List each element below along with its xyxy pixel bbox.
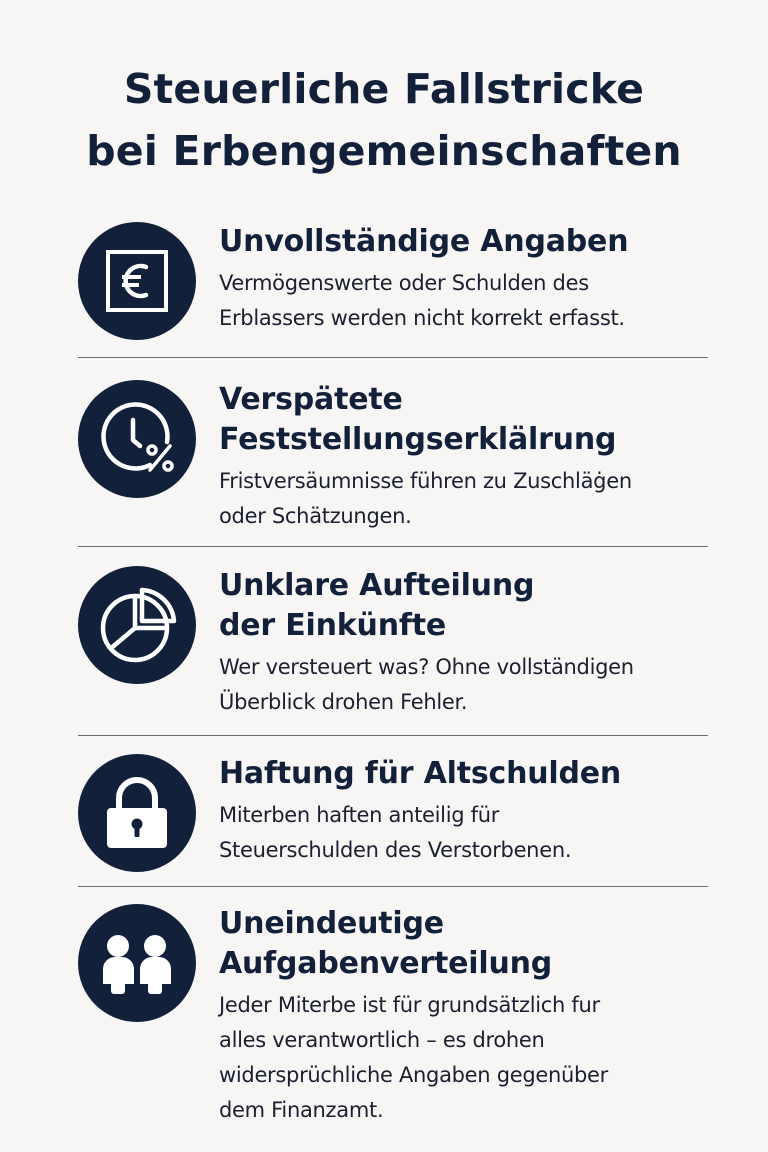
divider: [78, 735, 708, 736]
item-description: Jeder Miterbe ist für grundsätzlich fur alles verantwortlich – es drohen widersprüchliche Angaben gegenüber dem Finanzamt.: [219, 993, 608, 1122]
item-description: Vermögenswerte oder Schulden des Erblassers werden nicht korrekt erfasst.: [219, 271, 625, 330]
item-heading: Unvollständige Angaben: [219, 224, 629, 259]
item-description: Miterben haften anteilig für Steuerschulden des Verstorbenen.: [219, 803, 572, 862]
item-heading: Haftung für Altschulden: [219, 756, 622, 791]
lock-icon: [78, 754, 196, 872]
pie-chart-icon: [78, 566, 196, 684]
divider: [78, 357, 708, 358]
clock-percent-icon: [78, 380, 196, 498]
page-title: [0, 58, 768, 182]
item-heading: Verspätete Feststellungserklälrung: [219, 382, 617, 457]
item-description: Wer versteuert was? Ohne vollständigen Überblick drohen Fehler.: [219, 655, 634, 714]
people-icon: [78, 904, 196, 1022]
divider: [78, 546, 708, 547]
item-heading: Uneindeutige Aufgabenverteilung: [219, 906, 553, 981]
item-description: Fristversäumnisse führen zu Zuschläġen oder Schätzungen.: [219, 469, 632, 528]
euro-icon: [78, 222, 196, 340]
page-title-line-1: Steuerliche Fallstricke: [123, 65, 645, 113]
item-heading: Unklare Aufteilung der Einkünfte: [219, 568, 535, 643]
divider: [78, 886, 708, 887]
page-title-line-2: bei Erbengemeinschaften: [86, 127, 682, 175]
